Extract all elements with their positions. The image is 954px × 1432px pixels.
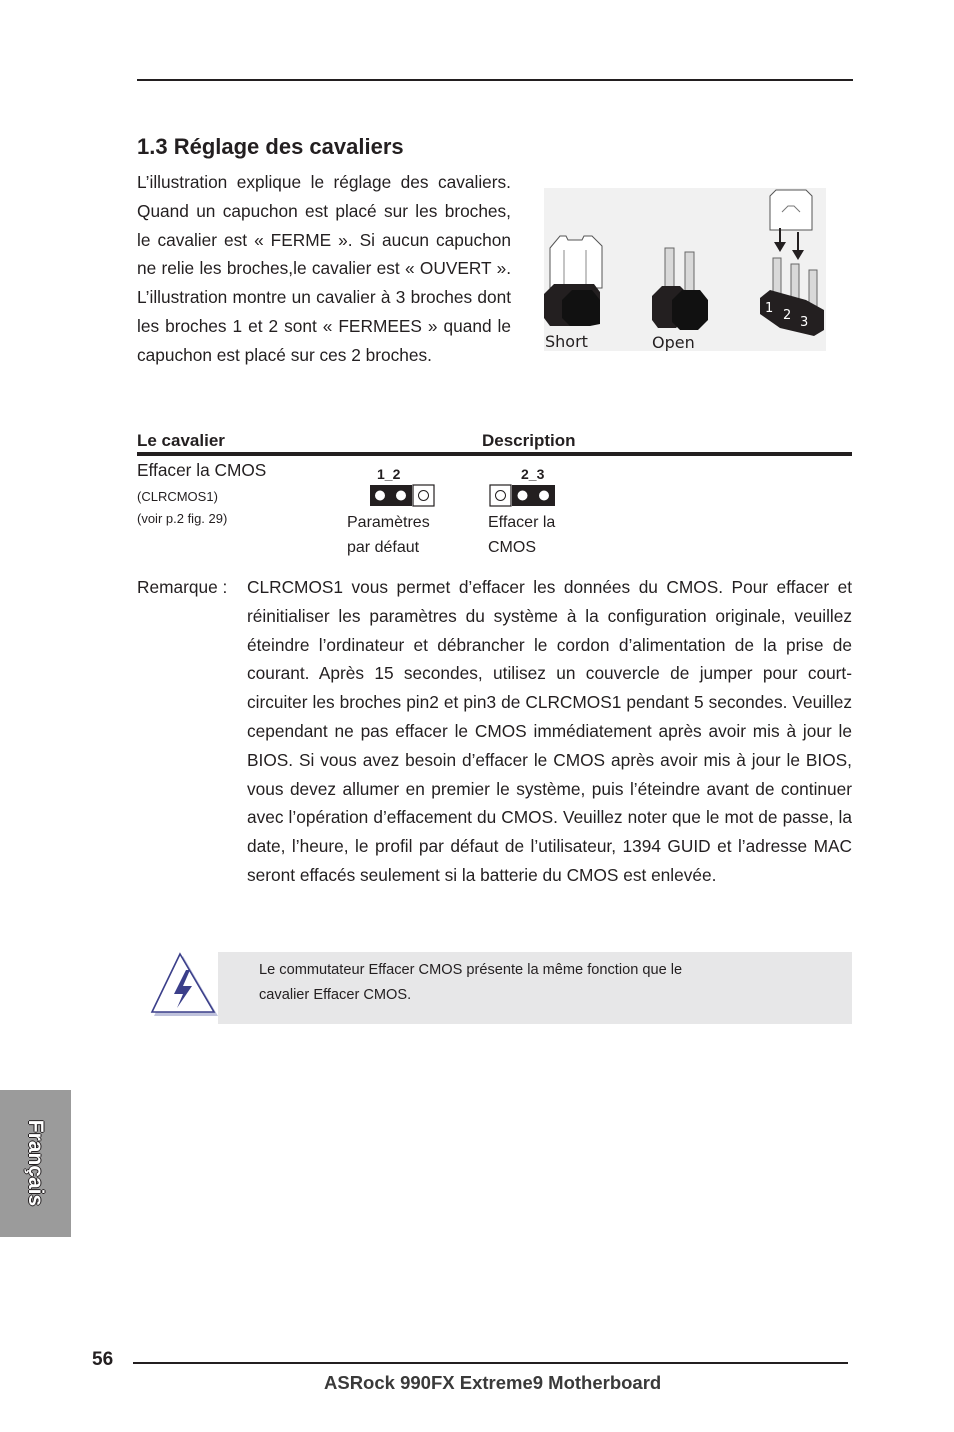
pins-label-default: 1_2 bbox=[377, 466, 401, 482]
clear-setting bbox=[488, 466, 559, 560]
short-label: Short bbox=[545, 332, 588, 351]
page-number: 56 bbox=[92, 1349, 114, 1370]
short-jumper-graphic bbox=[544, 236, 602, 326]
jumper-name: Effacer la CMOS bbox=[137, 460, 267, 480]
svg-text:3: 3 bbox=[800, 315, 809, 330]
note-text bbox=[259, 958, 819, 1008]
note-line-1: Le commutateur Effacer CMOS présente la même fonction que le bbox=[259, 962, 683, 978]
jumper-reference: (voir p.2 fig. 29) bbox=[137, 511, 228, 526]
default-caption-line2: par défaut bbox=[347, 539, 420, 556]
section-title: 1.3 Réglage des cavaliers bbox=[137, 134, 404, 159]
table-header-rule bbox=[137, 452, 852, 456]
table-header-jumper: Le cavalier bbox=[137, 431, 225, 450]
svg-text:2: 2 bbox=[783, 308, 792, 323]
svg-text:1: 1 bbox=[765, 301, 774, 316]
jumper-illustration bbox=[544, 188, 826, 351]
intro-paragraph: L’illustration explique le réglage des cavaliers. Quand un capuchon est placé sur les broches, le cavalier est « FERME ». Si aucun capuchon ne relie les broches,le cavalier est « OUVERT ». L’illustration montre un cavalier à 3 broches dont les broches 1 et 2 sont « FERMEES » quand le capuchon est placé sur ces 2 broches. bbox=[137, 172, 511, 365]
remark-label: Remarque : bbox=[137, 577, 228, 597]
clear-caption-line1: Effacer la bbox=[488, 514, 556, 531]
footer-product: ASRock 990FX Extreme9 Motherboard bbox=[324, 1372, 662, 1393]
jumper-1-2-diagram bbox=[369, 484, 439, 508]
header-rule bbox=[137, 79, 853, 81]
language-tab bbox=[0, 1090, 71, 1237]
pins-label-clear: 2_3 bbox=[521, 466, 545, 482]
language-label: Français bbox=[24, 1119, 47, 1207]
jumper-2-3-diagram bbox=[489, 484, 559, 508]
warning-lightning-icon bbox=[150, 952, 220, 1018]
open-label: Open bbox=[652, 333, 695, 351]
jumper-id: (CLRCMOS1) bbox=[137, 489, 218, 504]
clear-caption-line2: CMOS bbox=[488, 539, 536, 556]
remark-text: CLRCMOS1 vous permet d’effacer les données du CMOS. Pour effacer et réinitialiser les paramètres du système à la configuration originale, veuillez éteindre l’ordinateur et débrancher le cordon d’alimentation de la prise de courant. Après 15 secondes, utilisez un couvercle de jumper pour court-circuiter les broches pin2 et pin3 de CLRCMOS1 pendant 5 secondes. Veuillez cependant ne pas effacer le CMOS immédiatement après avoir mis à jour le BIOS. Si vous avez besoin d’effacer le CMOS après avoir mis à jour le BIOS, vous devez allumer en premier le système, puis l’éteindre avant de continuer avec l’opération d’effacement du CMOS. Veuillez noter que le mot de passe, la date, l’heure, le profil par défaut de l’utilisateur, 1394 GUID et l’adresse MAC seront effacés seulement si la batterie du CMOS est enlevée. bbox=[247, 577, 852, 885]
note-line-2: cavalier Effacer CMOS. bbox=[259, 987, 412, 1003]
footer-rule bbox=[133, 1362, 848, 1364]
default-caption-line1: Paramètres bbox=[347, 514, 430, 531]
default-setting bbox=[347, 466, 439, 560]
table-header-description: Description bbox=[482, 431, 576, 450]
